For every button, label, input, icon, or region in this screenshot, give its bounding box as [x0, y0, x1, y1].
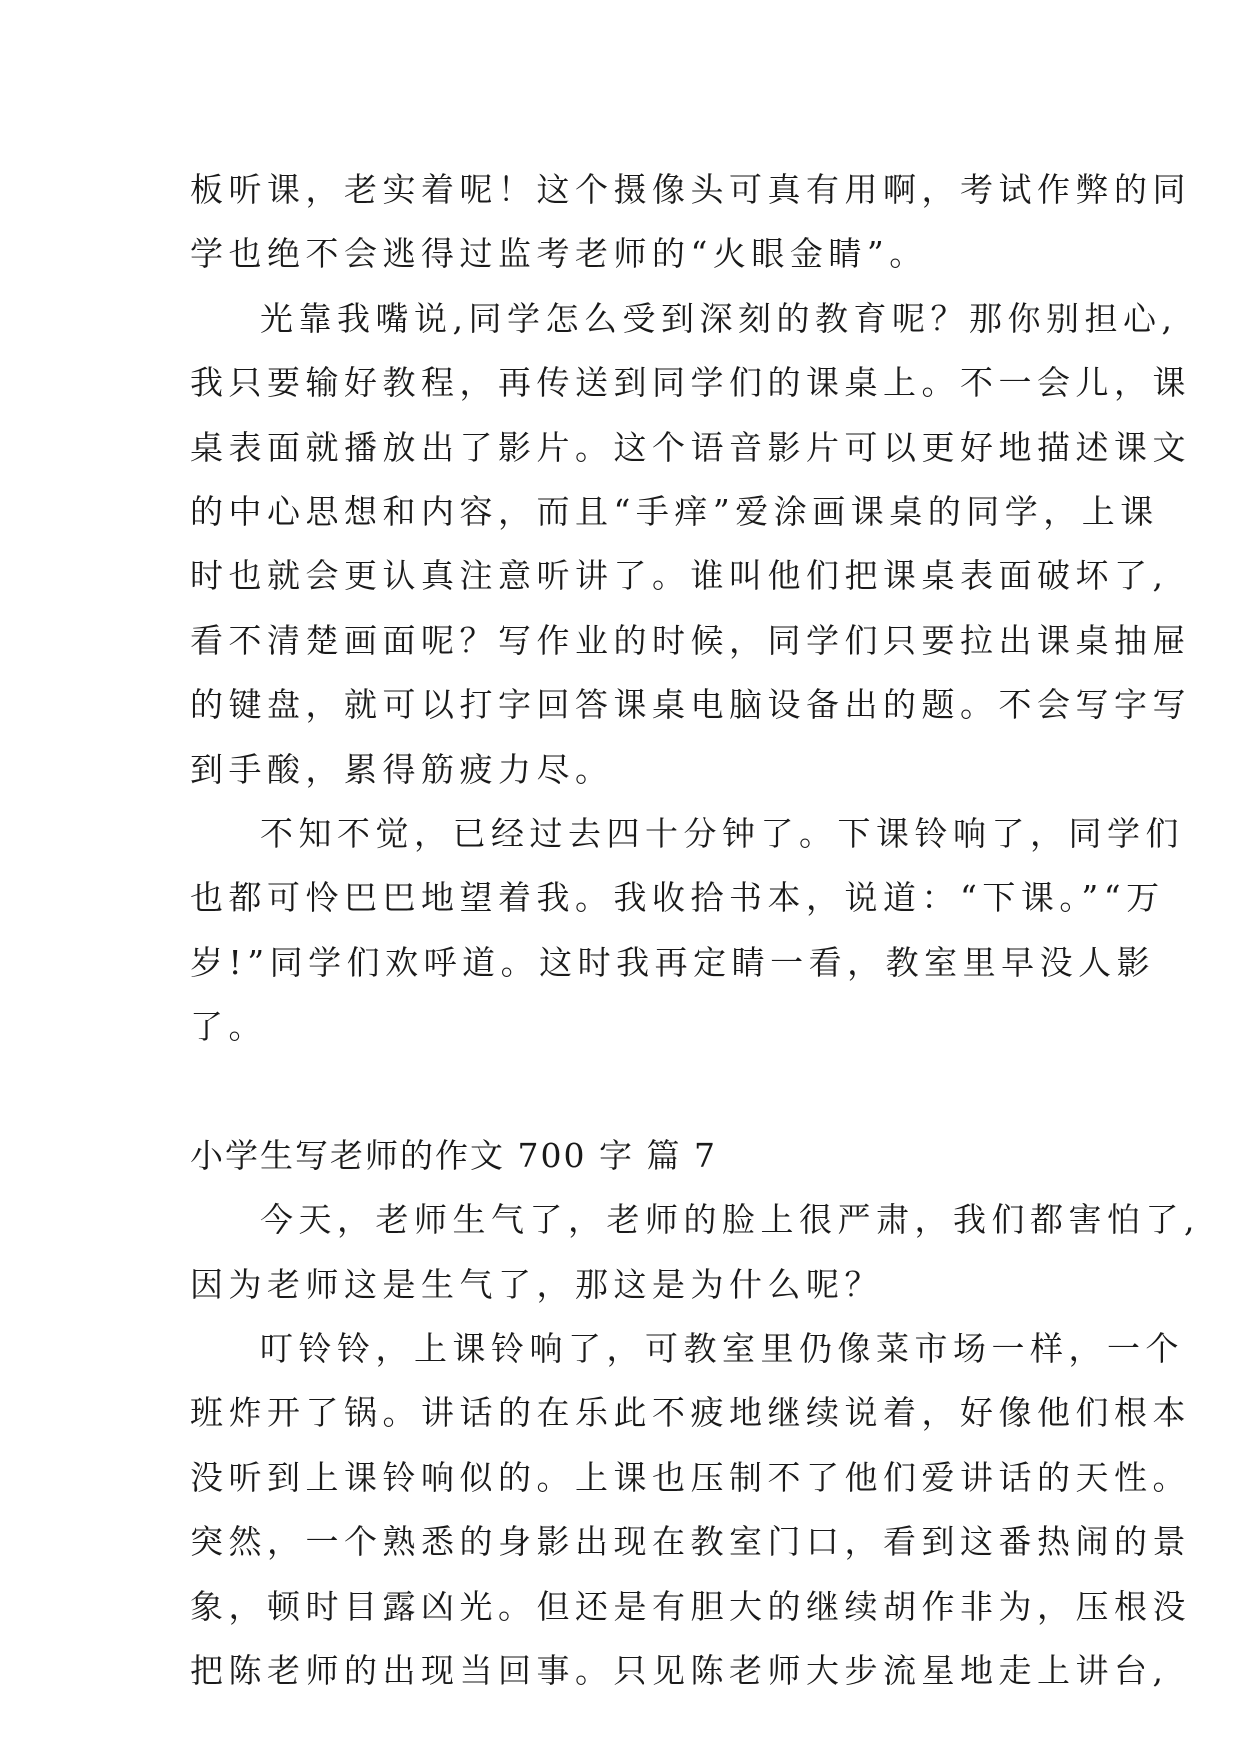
text-line: 板听课，老实着呢！这个摄像头可真有用啊，考试作弊的同	[190, 170, 1191, 209]
document-body	[190, 158, 1200, 1703]
text-line: 时也就会更认真注意听讲了。谁叫他们把课桌表面破坏了,	[190, 556, 1169, 596]
paragraph-first-line: 今天，老师生气了，老师的脸上很严肃，我们都害怕了,	[260, 1200, 1200, 1240]
paragraph-first-line: 叮铃铃，上课铃响了，可教室里仍像菜市场一样，一个	[260, 1329, 1184, 1369]
text-line: 桌表面就播放出了影片。这个语音影片可以更好地描述课文	[190, 427, 1191, 467]
text-line: 也都可怜巴巴地望着我。我收拾书本，说道：“下课。”“万	[190, 878, 1165, 918]
text-line: 没听到上课铃响似的。上课也压制不了他们爱讲话的天性。	[190, 1457, 1191, 1497]
text-line: 的中心思想和内容，而且“手痒”爱涂画课桌的同学，上课	[190, 491, 1159, 531]
text-line: 突然，一个熟悉的身影出现在教室门口，看到这番热闹的景	[190, 1522, 1191, 1562]
text-line: 学也绝不会逃得过监考老师的“火眼金睛”。	[190, 234, 928, 274]
text-line: 岁!”同学们欢呼道。这时我再定睛一看，教室里早没人影	[190, 942, 1156, 982]
text-line: 的键盘，就可以打字回答课桌电脑设备出的题。不会写字写	[190, 685, 1191, 725]
paragraph-first-line: 不知不觉，已经过去四十分钟了。下课铃响了，同学们	[260, 813, 1184, 853]
section-spacer	[190, 1059, 1070, 1123]
text-line: 我只要输好教程，再传送到同学们的课桌上。不一会儿，课	[190, 363, 1191, 403]
text-line: 把陈老师的出现当回事。只见陈老师大步流星地走上讲台,	[190, 1650, 1169, 1690]
text-line: 象，顿时目露凶光。但还是有胆大的继续胡作非为，压根没	[190, 1586, 1191, 1626]
text-line: 到手酸，累得筋疲力尽。	[190, 749, 614, 789]
text-line: 因为老师这是生气了，那这是为什么呢？	[190, 1264, 883, 1304]
text-line: 看不清楚画面呢？写作业的时候，同学们只要拉出课桌抽屉	[190, 620, 1191, 660]
text-line: 班炸开了锅。讲话的在乐此不疲地继续说着，好像他们根本	[190, 1393, 1191, 1433]
section-heading: 小学生写老师的作文 700 字 篇 7	[190, 1135, 717, 1175]
text-line: 了。	[190, 1007, 267, 1047]
paragraph-first-line: 光靠我嘴说,同学怎么受到深刻的教育呢？那你别担心,	[260, 298, 1178, 338]
